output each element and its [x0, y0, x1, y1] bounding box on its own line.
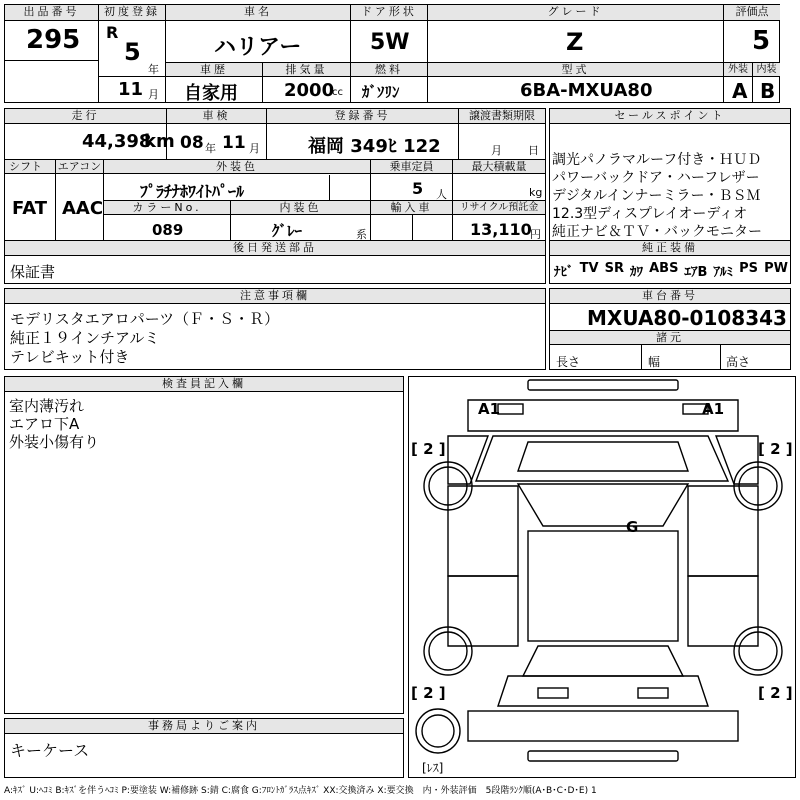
int-grade: B	[760, 79, 776, 103]
later-parts-value: 保証書	[10, 263, 56, 281]
inspector-label: 検査員記入欄	[5, 377, 403, 392]
grade-value: Z	[566, 28, 584, 56]
notes-line-3: テレビキット付き	[10, 348, 130, 366]
notes-line-1: モデリスタエアロパーツ（Ｆ・Ｓ・Ｒ）	[10, 310, 280, 328]
diagram-mark-tire-tl: [ 2 ]	[411, 440, 446, 458]
capacity-value: 5	[412, 179, 424, 198]
length-label: 長さ	[556, 355, 581, 369]
reg-year-unit: 年	[148, 63, 159, 76]
colorno-value: 089	[152, 221, 184, 239]
equip-alloy: ｱﾙﾐ	[713, 265, 734, 280]
inspector-line-2: エアロ下A	[9, 415, 80, 433]
load-label: 最大積載量	[453, 160, 545, 174]
diagram-mark-tire-bl: [ 2 ]	[411, 684, 446, 702]
transfer-day-unit: 日	[528, 144, 539, 157]
interior-unit: 系	[356, 228, 367, 241]
mileage-value: 44,398	[82, 131, 152, 152]
recycle-label: リサイクル預託金	[453, 201, 545, 215]
inspect-year-unit: 年	[205, 142, 216, 155]
history-value: 自家用	[184, 83, 238, 104]
color-label: 外装色	[104, 160, 370, 174]
shift-label: シフト	[5, 160, 55, 174]
spec-label: 諸元	[550, 331, 790, 345]
inspect-month-unit: 月	[249, 142, 260, 155]
sales-line-4: 12.3型ディスプレイオーディオ	[552, 206, 748, 222]
recycle-unit: 円	[530, 228, 541, 241]
sales-line-3: デジタルインナーミラー・ＢＳＭ	[552, 188, 761, 204]
model-value: 6BA-MXUA80	[520, 80, 653, 101]
ac-label: エアコン	[57, 160, 102, 173]
reg-month-unit: 月	[148, 88, 159, 101]
transfer-month-unit: 月	[491, 144, 502, 157]
height-label: 高さ	[726, 355, 751, 369]
ext-label: 外装	[724, 63, 752, 77]
reg-era: R	[106, 23, 119, 42]
car-name: ハリアー	[214, 35, 302, 60]
office-value: キーケース	[10, 741, 90, 760]
chassis-label: 車台番号	[550, 289, 790, 304]
diagram-mark-tire-tr: [ 2 ]	[758, 440, 793, 458]
equip-leather: ｶﾜ	[630, 265, 644, 280]
width-label: 幅	[648, 355, 661, 369]
equip-abs: ABS	[649, 261, 679, 276]
sales-line-2: パワーバックドア・ハーフレザー	[552, 170, 760, 186]
reg-label: 初度登録	[99, 5, 165, 21]
transfer-label: 譲渡書類期限	[459, 109, 545, 124]
diagram-mark-a1-left: A1	[478, 400, 501, 418]
legend-text: A:ｷｽﾞ U:ﾍｺﾐ B:ｷｽﾞを伴うﾍｺﾐ P:要塗装 W:補修跡 S:錆 C:腐食 G:ﾌﾛﾝﾄｶﾞﾗｽ点ｷｽﾞ XX:交換済み X:要交換 内・外装評価 5段階ﾗﾝｸ順(A･B･C･D･E) 1	[4, 786, 597, 796]
chassis-number: MXUA80-0108343	[587, 306, 787, 330]
mileage-label: 走行	[5, 109, 166, 124]
door-type: 5W	[370, 30, 410, 55]
color-value: ﾌﾟﾗﾁﾅﾎﾜｲﾄﾊﾟｰﾙ	[140, 182, 245, 201]
sales-line-5: 純正ナビ＆ＴＶ・バックモニター	[552, 224, 762, 240]
capacity-unit: 人	[436, 188, 447, 201]
ext-grade: A	[732, 79, 748, 103]
notes-label: 注意事項欄	[5, 289, 545, 304]
shift-value: FAT	[12, 198, 48, 219]
capacity-label: 乗車定員	[371, 160, 452, 174]
inspect-year: 08	[180, 133, 204, 153]
plate-label: 登録番号	[267, 109, 458, 124]
equip-navi: ﾅﾋﾞ	[554, 265, 574, 280]
diagram-mark-a1-right: A1	[702, 400, 725, 418]
fuel-value: ｶﾞｿﾘﾝ	[362, 83, 400, 101]
score-value: 5	[752, 26, 771, 56]
later-parts-label: 後日発送部品	[5, 241, 545, 256]
equip-list	[554, 261, 788, 280]
car-label: 車名	[166, 5, 350, 21]
inspector-line-3: 外装小傷有り	[9, 433, 100, 451]
sales-line-1: 調光パノラマルーフ付き・ＨＵＤ	[552, 152, 762, 168]
inspect-month: 11	[222, 133, 246, 153]
disp-label: 排気量	[263, 63, 350, 77]
load-unit: kg	[529, 186, 543, 199]
history-label: 車歴	[166, 63, 262, 77]
grade-label: グレード	[428, 5, 723, 21]
disp-value: 2000	[284, 80, 335, 101]
car-outline-diagram	[408, 376, 796, 778]
plate-value: 福岡 349ﾋ 122	[308, 136, 441, 157]
inspect-label: 車検	[167, 109, 266, 124]
equip-sunroof: SR	[604, 261, 624, 276]
lot-label: 出品番号	[5, 5, 98, 21]
diagram-mark-tire-br: [ 2 ]	[758, 684, 793, 702]
equip-tv: TV	[579, 261, 599, 276]
reg-year: 5	[124, 38, 141, 66]
diagram-mark-g: G	[626, 518, 639, 536]
equip-label: 純正装備	[550, 241, 790, 256]
interior-label: 内装色	[231, 201, 370, 215]
ac-value: AAC	[62, 198, 104, 219]
door-label: ドア形状	[351, 5, 427, 21]
int-label: 内装	[753, 63, 780, 77]
sales-label: セールスポイント	[550, 109, 790, 124]
disp-unit: cc	[332, 87, 343, 98]
office-label: 事務局よりご案内	[5, 719, 403, 734]
mileage-unit: km	[144, 131, 175, 152]
equip-pw: PW	[764, 261, 788, 276]
reg-month: 11	[118, 79, 144, 100]
notes-line-2: 純正１９インチアルミ	[10, 329, 160, 347]
lot-number: 295	[26, 25, 81, 55]
colorno-label: カラーNo.	[104, 201, 230, 215]
fuel-label: 燃料	[351, 63, 427, 77]
import-label: 輸入車	[371, 201, 452, 215]
recycle-value: 13,110	[470, 220, 532, 239]
equip-airbag: ｴｱB	[684, 265, 708, 280]
diagram-mark-spare: [ﾚｽ]	[422, 761, 444, 775]
interior-value: ｸﾞﾚｰ	[272, 222, 303, 240]
model-label: 型式	[428, 63, 723, 77]
inspector-line-1: 室内薄汚れ	[9, 397, 85, 415]
equip-ps: PS	[739, 261, 759, 276]
score-label: 評価点	[724, 5, 780, 21]
